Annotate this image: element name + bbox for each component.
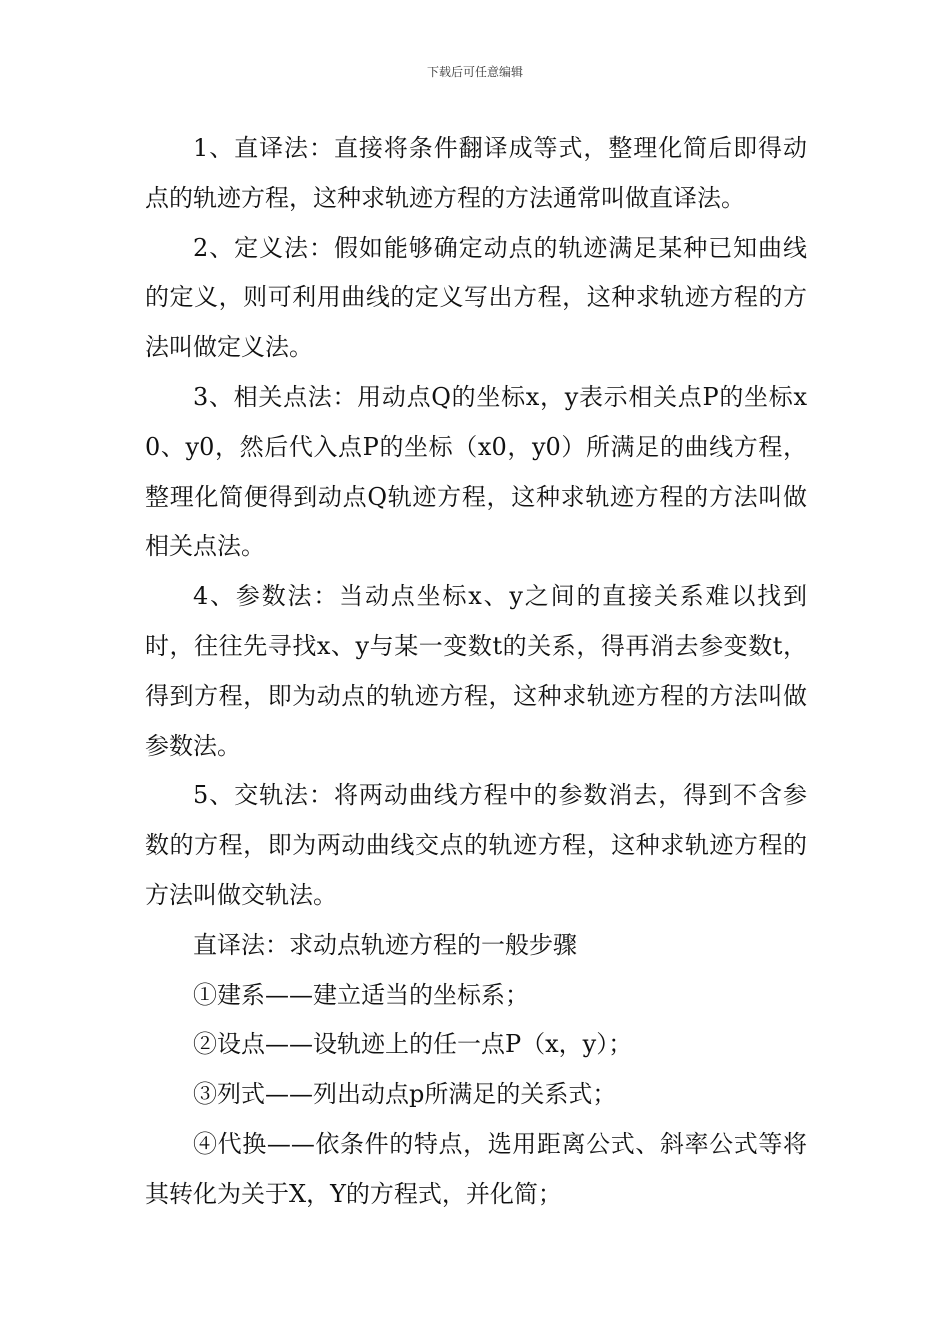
paragraph-intersection-method: 5、交轨法：将两动曲线方程中的参数消去，得到不含参数的方程，即为两动曲线交点的轨迹方程，这种求轨迹方程的方法叫做交轨法。	[145, 781, 807, 909]
page-header: 下载后可任意编辑	[426, 65, 523, 79]
step-item-1: ①建系——建立适当的坐标系；	[193, 980, 529, 1009]
paragraph-direct-translation-method: 1、直译法：直接将条件翻译成等式，整理化简后即得动点的轨迹方程，这种求轨迹方程的方法通常叫做直译法。	[145, 134, 807, 212]
paragraph-parameter-method: 4、参数法：当动点坐标x、y之间的直接关系难以找到时，往往先寻找x、y与某一变数t的关系，得再消去参变数t，得到方程，即为动点的轨迹方程，这种求轨迹方程的方法叫做参数法。	[145, 582, 807, 760]
paragraph-steps-heading: 直译法：求动点轨迹方程的一般步骤	[193, 930, 577, 959]
paragraph-related-point-method: 3、相关点法：用动点Q的坐标x，y表示相关点P的坐标x0、y0，然后代入点P的坐标（x0，y0）所满足的曲线方程，整理化简便得到动点Q轨迹方程，这种求轨迹方程的方法叫做相关点法。	[145, 382, 807, 561]
paragraph-definition-method: 2、定义法：假如能够确定动点的轨迹满足某种已知曲线的定义，则可利用曲线的定义写出方程，这种求轨迹方程的方法叫做定义法。	[145, 233, 807, 362]
document-body	[145, 124, 807, 1220]
step-item-2: ②设点——设轨迹上的任一点P（x，y）；	[193, 1030, 633, 1059]
step-item-3: ③列式——列出动点p所满足的关系式；	[193, 1080, 617, 1109]
step-item-4: ④代换——依条件的特点，选用距离公式、斜率公式等将其转化为关于X，Y的方程式，并化简；	[145, 1129, 807, 1208]
